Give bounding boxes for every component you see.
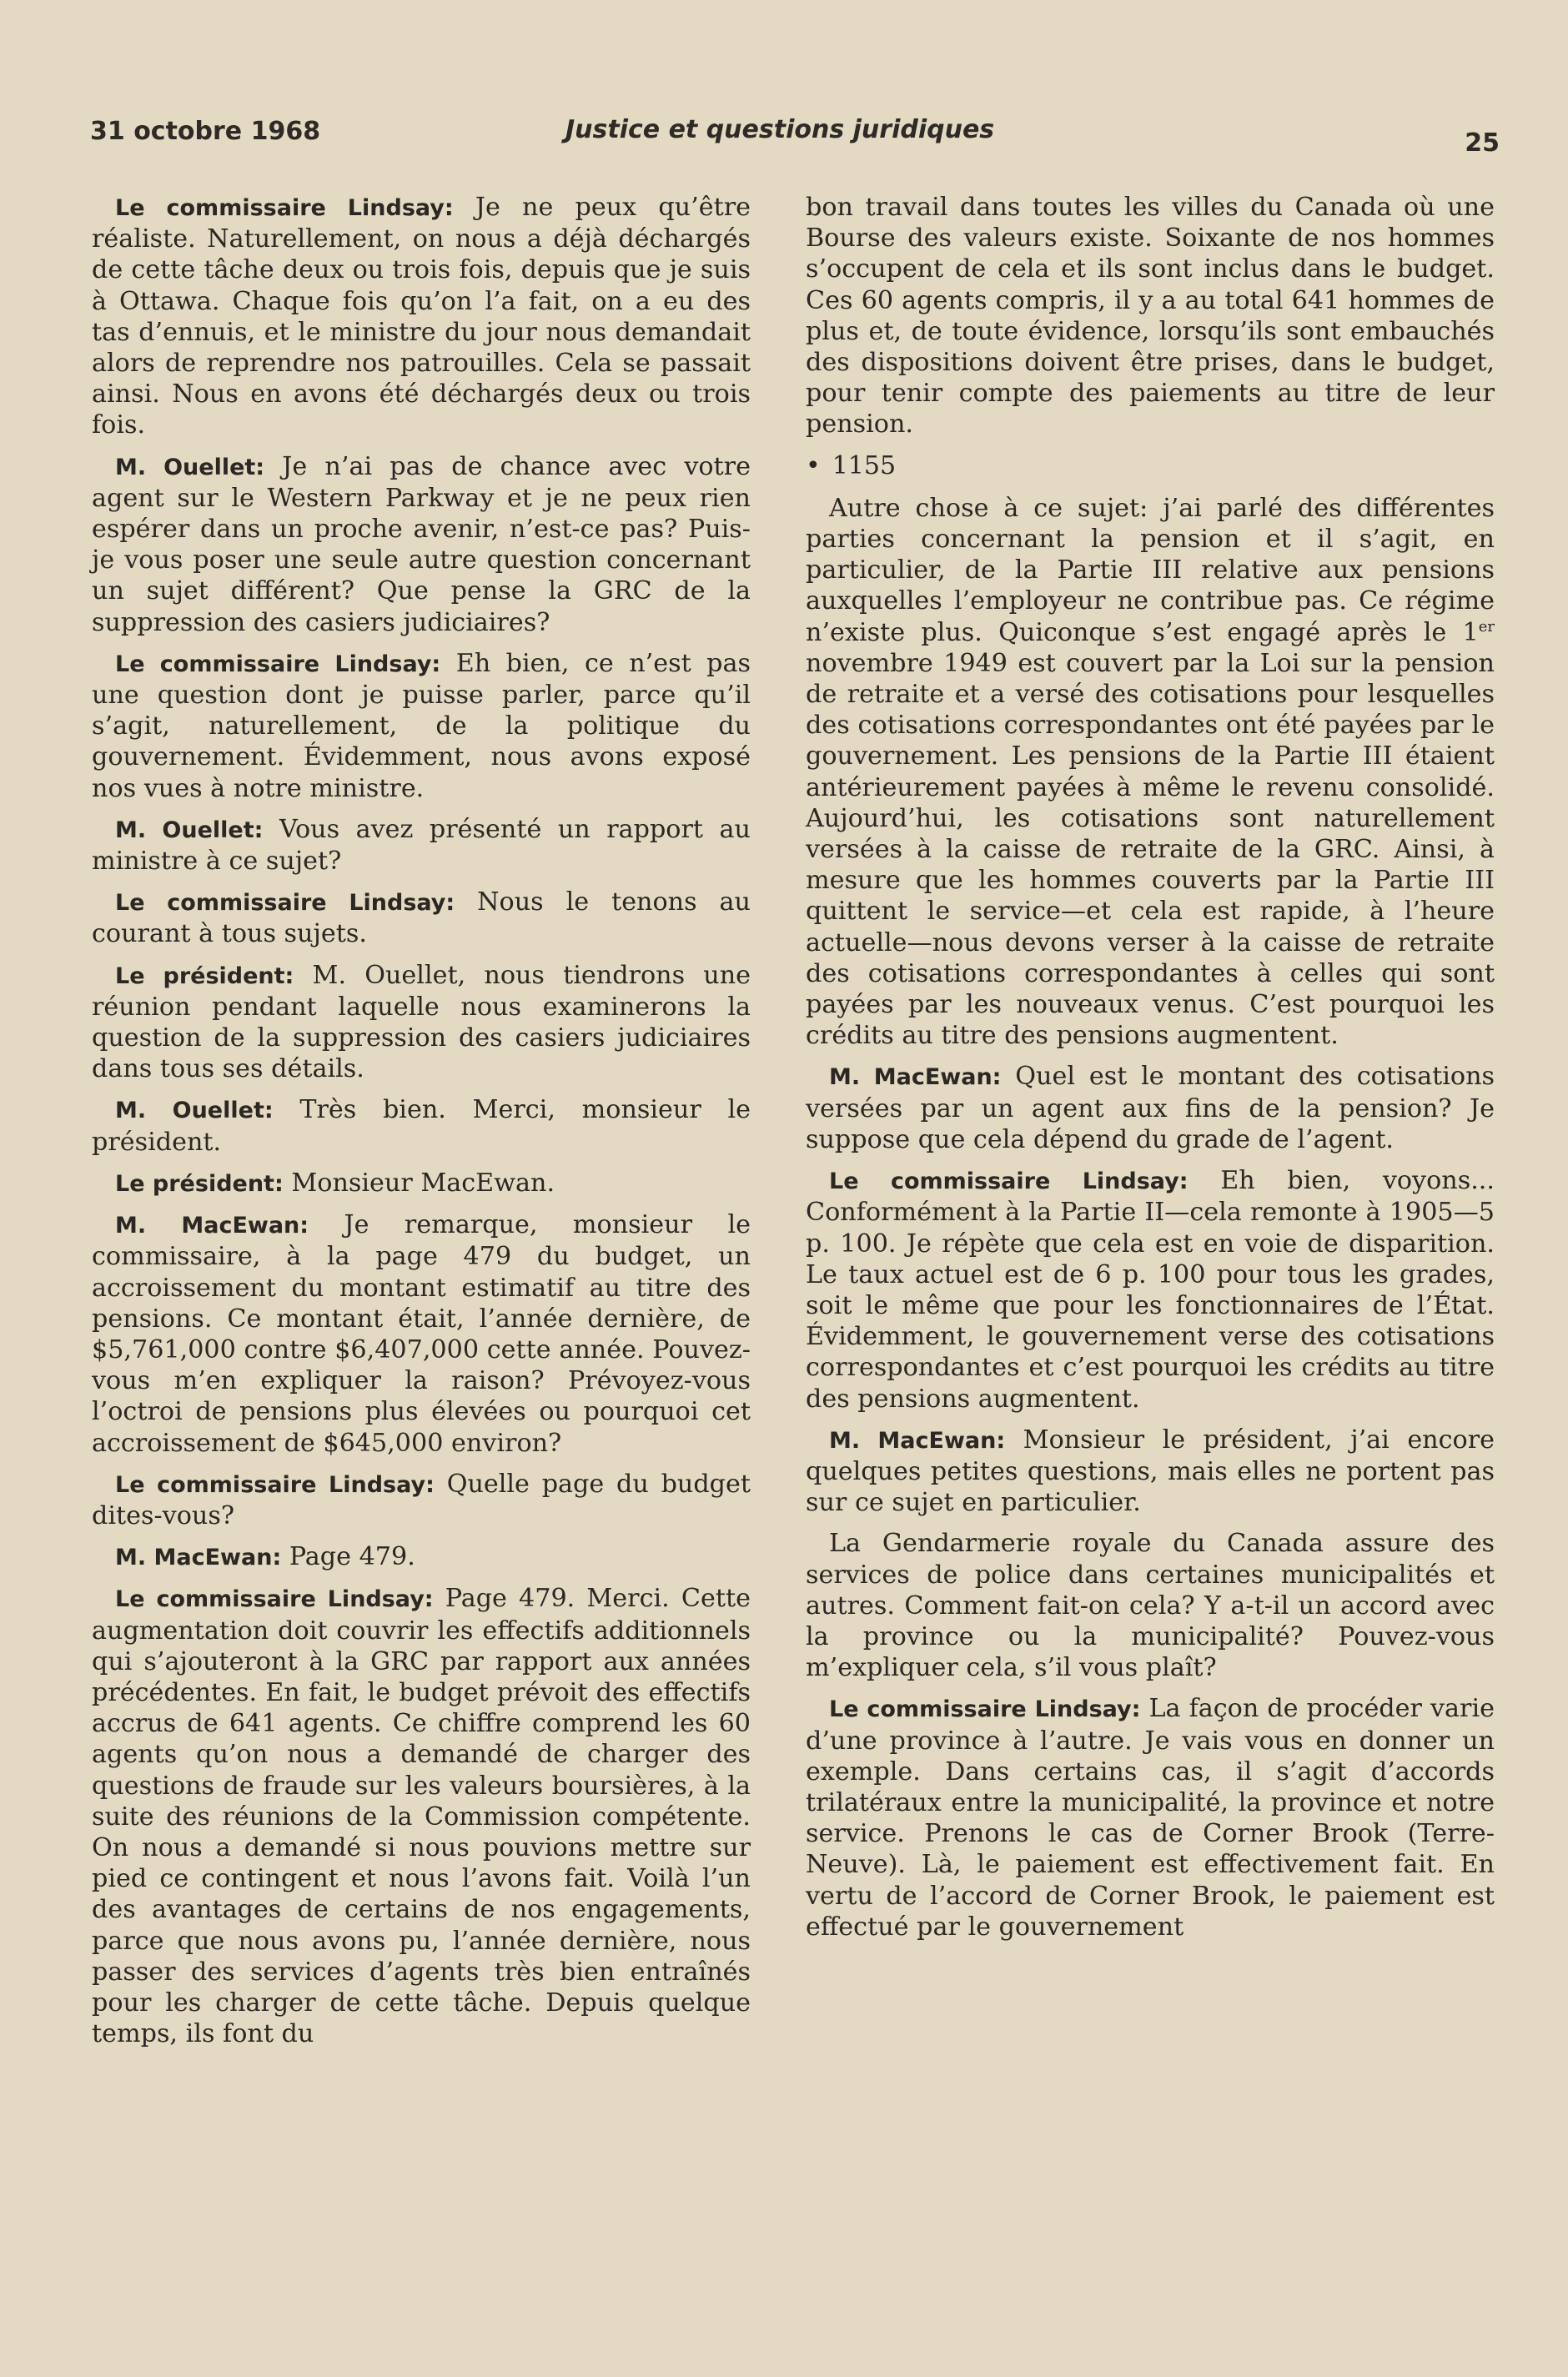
paragraph-text: novembre 1949 est couvert par la Loi sur la pension de retraite et a versé des cotisations pour lesquelles des cotisations correspondantes ont été payées par le gouvernement. Les pensions de la Partie III étaient antérieurement payées à même le revenu consolidé. Aujourd’hui, les cotisations sont naturellement versées à la caisse de retraite de la GRC. Ainsi, à mesure que les hommes couverts par la Partie III quittent le service—et cela est rapide, à l’heure actuelle—nous devons verser à la caisse de retraite des cotisations correspondantes à celles qui sont payées par les nouveaux venus. C’est pourquoi les crédits au titre des pensions augmentent. (806, 648, 1495, 1051)
paragraph (806, 1165, 1495, 1415)
speaker-label: M. Ouellet: (115, 1098, 274, 1124)
paragraph (92, 648, 751, 804)
paragraph-text: Eh bien, ce n’est pas une question dont je puisse parler, parce qu’il s’agit, naturellement, de la politique du gouvernement. Évidemment, nous avons exposé nos vues à notre ministre. (92, 648, 751, 803)
paragraph (92, 960, 751, 1085)
speaker-label: M. MacEwan: (829, 1427, 1006, 1454)
page-header (90, 110, 1500, 157)
paragraph (92, 1583, 751, 2049)
paragraph (92, 1168, 751, 1199)
paragraph (92, 814, 751, 877)
paragraph-text: Monsieur MacEwan. (283, 1168, 555, 1198)
paragraph (806, 1693, 1495, 1942)
right-column (806, 192, 1495, 1952)
paragraph-text: Quelle page du budget dites-vous? (92, 1469, 751, 1530)
speaker-label: M. MacEwan: (829, 1064, 1002, 1091)
paragraph-text: Vous avez présenté un rapport au ministre à ce sujet? (92, 814, 751, 877)
speaker-label: M. MacEwan: (115, 1545, 282, 1571)
paragraph-text: Je ne peux qu’être réaliste. Naturellement, on nous a déjà déchargés de cette tâche deux ou trois fois, depuis que je suis à Ottawa. Chaque fois qu’on l’a fait, on a eu des tas d’ennuis, et le ministre du jour nous demandait alors de reprendre nos patrouilles. Cela se passait ainsi. Nous en avons été déchargés deux ou trois fois. (92, 193, 751, 440)
time-marker (806, 450, 1495, 481)
paragraph-text: M. Ouellet, nous tiendrons une réunion pendant laquelle nous examinerons la question de la suppression des casiers judiciaires dans tous ses détails. (92, 960, 751, 1084)
paragraph-text: Page 479. (281, 1542, 415, 1572)
speaker-label: Le commissaire Lindsay: (115, 1586, 434, 1613)
paragraph-text: Quel est le montant des cotisations versées par un agent aux fins de la pension? Je suppose que cela dépend du grade de l’agent. (806, 1062, 1495, 1154)
paragraph-text: Page 479. Merci. Cette augmentation doit couvrir les effectifs additionnels qui s’ajouteront à la GRC par rapport aux années précédentes. En fait, le budget prévoit des effectifs accrus de 641 agents. Ce chiffre comprend les 60 agents qu’on nous a demandé de charger des questions de fraude sur les valeurs boursières, à la suite des réunions de la Commission compétente. On nous a demandé si nous pouvions mettre sur pied ce contingent et nous l’avons fait. Voilà l’un des avantages de certains de nos engagements, parce que nous avons pu, l’année dernière, nous passer des services d’agents très bien entraînés pour les charger de cette tâche. Depuis quelque temps, ils font du (92, 1584, 751, 2049)
header-title: Justice et questions juridiques (565, 115, 995, 144)
header-date: 31 octobre 1968 (90, 117, 321, 146)
speaker-label: Le président: (115, 962, 294, 989)
paragraph-text: Autre chose à ce sujet: j’ai parlé des différentes parties concernant la pension et il s’agit, en particulier, de la Partie III relative aux pensions auxquelles l’employeur ne contribue pas. Ce régime n’existe plus. Quiconque s’est engagé après le 1 (806, 493, 1495, 647)
speaker-label: Le commissaire Lindsay: (115, 890, 455, 917)
paragraph (92, 192, 751, 441)
paragraph-text: Très bien. Merci, monsieur le président. (92, 1095, 751, 1157)
paragraph (806, 1425, 1495, 1519)
speaker-label: M. Ouellet: (115, 454, 265, 480)
paragraph-text: Je remarque, monsieur le commissaire, à la page 479 du budget, un accroissement du montant estimatif au titre des pensions. Ce montant était, l’année dernière, de $5,761,000 contre $6,407,000 cette année. Pouvez-vous m’en expliquer la raison? Prévoyez-vous l’octroi de pensions plus élevées ou pourquoi cet accroissement de $645,000 environ? (92, 1210, 751, 1458)
paragraph (92, 1094, 751, 1157)
left-column (92, 192, 751, 2059)
speaker-label: M. Ouellet: (115, 817, 264, 843)
continued-paragraph: bon travail dans toutes les villes du Canada où une Bourse des valeurs existe. Soixante de nos hommes s’occupent de cela et ils sont inclus dans le budget. Ces 60 agents compris, il y a au total 641 hommes de plus et, de toute évidence, lorsqu’ils sont embauchés des dispositions doivent être prises, dans le budget, pour tenir compte des paiements au titre de leur pension. (806, 193, 1495, 440)
paragraph (92, 1209, 751, 1459)
speaker-label: M. MacEwan: (115, 1213, 309, 1239)
bullet-icon: • (806, 450, 821, 480)
time-marker-number: 1155 (832, 450, 897, 480)
paragraph (806, 493, 1495, 1052)
speaker-label: Le président: (115, 1170, 284, 1197)
paragraph: La Gendarmerie royale du Canada assure des services de police dans certaines municipalités et autres. Comment fait-on cela? Y a-t-il un accord avec la province ou la municipalité? Pouvez-vous m’expliquer cela, s’il vous plaît? (806, 1529, 1495, 1683)
paragraph-text: Monsieur le président, j’ai encore quelques petites questions, mais elles ne portent pas sur ce sujet en particulier. (806, 1425, 1495, 1518)
speaker-label: Le commissaire Lindsay: (829, 1696, 1141, 1723)
speaker-label: Le commissaire Lindsay: (115, 195, 454, 221)
page-number: 25 (1465, 128, 1500, 158)
paragraph (92, 451, 751, 638)
ordinal-superscript: er (1478, 617, 1495, 636)
paragraph (92, 1469, 751, 1531)
paragraph (92, 1541, 751, 1573)
paragraph-text: Nous le tenons au courant à tous sujets. (92, 887, 751, 949)
paragraph-text: La façon de procéder varie d’une province à l’autre. Je vais vous en donner un exemple. Dans certains cas, il s’agit d’accords trilatéraux entre la municipalité, la province et notre service. Prenons le cas de Corner Brook (Terre-Neuve). Là, le paiement est effectivement fait. En vertu de l’accord de Corner Brook, le paiement est effectué par le gouvernement (806, 1694, 1495, 1942)
paragraph-text: Je n’ai pas de chance avec votre agent sur le Western Parkway et je ne peux rien espérer dans un proche avenir, n’est-ce pas? Puis-je vous poser une seule autre question concernant un sujet différent? Que pense la GRC de la suppression des casiers judiciaires? (92, 451, 751, 637)
paragraph (806, 1061, 1495, 1155)
speaker-label: Le commissaire Lindsay: (115, 651, 441, 677)
speaker-label: Le commissaire Lindsay: (829, 1168, 1189, 1195)
paragraph-text: Eh bien, voyons... Conformément à la Partie II—cela remonte à 1905—5 p. 100. Je répète que cela est en voie de disparition. Le taux actuel est de 6 p. 100 pour tous les grades, soit le même que pour les fonctionnaires de l’État. Évidemment, le gouvernement verse des cotisations correspondantes et c’est pourquoi les crédits au titre des pensions augmentent. (806, 1166, 1495, 1414)
speaker-label: Le commissaire Lindsay: (115, 1471, 435, 1498)
paragraph (92, 887, 751, 949)
